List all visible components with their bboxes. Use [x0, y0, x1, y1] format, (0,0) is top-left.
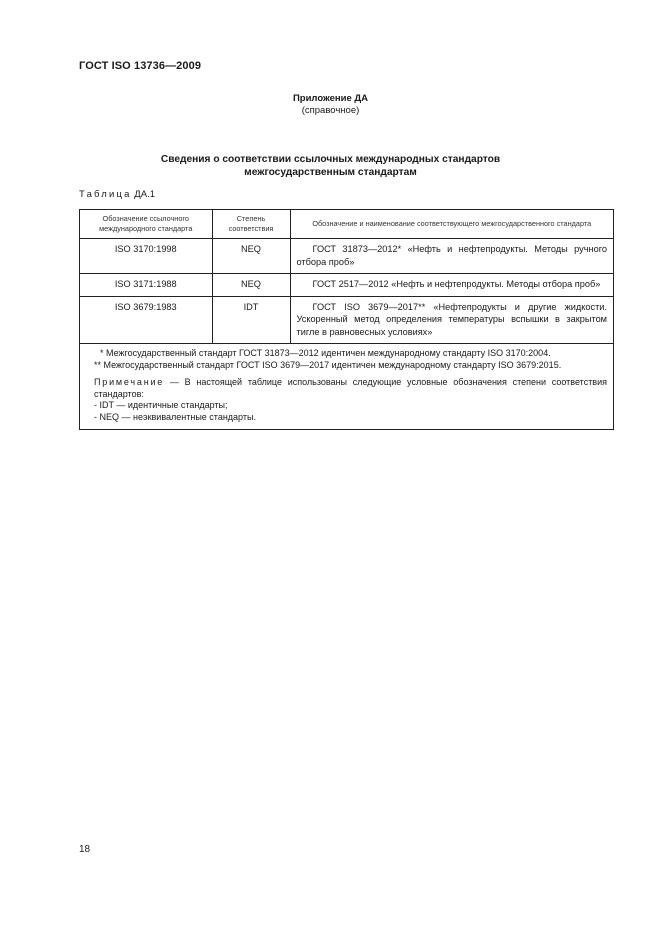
appendix-subtitle: (справочное)	[301, 105, 360, 116]
section-title-line-1: Сведения о соответствии ссылочных международных стандартов	[160, 154, 501, 165]
appendix-heading	[0, 93, 661, 117]
note-item-idt: - IDT — идентичные стандарты;	[94, 400, 228, 410]
header-interstate-standard: Обозначение и наименование соответствующего межгосударственного стандарта	[290, 210, 613, 239]
footnote-2: ** Межгосударственный стандарт ГОСТ ISO 3679—2017 идентичен международному стандарту ISO 3679:2015.	[94, 359, 562, 370]
cell-interstate-standard: ГОСТ 2517—2012 «Нефть и нефтепродукты. Методы отбора проб»	[290, 274, 613, 297]
table-caption-label: Таблица	[79, 189, 132, 200]
table-header-row	[80, 210, 613, 239]
section-title	[0, 153, 661, 179]
page-number: 18	[79, 844, 91, 855]
cell-ref-standard: ISO 3171:1988	[80, 274, 212, 297]
cell-interstate-standard: ГОСТ ISO 3679—2017** «Нефтепродукты и другие жидкости. Ускоренный метод определения температуры вспышки в закрытом тигле в равновесных условиях»	[290, 296, 613, 344]
correspondence-table	[79, 209, 614, 430]
cell-ref-standard: ISO 3170:1998	[80, 239, 212, 274]
table-grid	[80, 210, 613, 344]
table-row	[80, 239, 613, 274]
cell-degree: NEQ	[212, 239, 290, 274]
table-footnotes	[80, 344, 613, 429]
footnote-1: * Межгосударственный стандарт ГОСТ 31873—2012 идентичен международному стандарту ISO 3170:2004.	[100, 348, 551, 358]
table-caption-number: ДА.1	[134, 189, 155, 200]
cell-interstate-standard: ГОСТ 31873—2012* «Нефть и нефтепродукты. Методы ручного отбора проб»	[290, 239, 613, 274]
note-item-neq: - NEQ — неэквивалентные стандарты.	[94, 411, 256, 422]
note-label: Примечание	[94, 377, 165, 387]
section-title-line-2: межгосударственным стандартам	[244, 167, 417, 178]
cell-ref-standard: ISO 3679:1983	[80, 296, 212, 344]
table-row	[80, 296, 613, 344]
header-degree: Степень соответствия	[212, 210, 290, 239]
document-designation: ГОСТ ISO 13736—2009	[79, 60, 202, 72]
table-note	[86, 377, 607, 400]
table-caption	[79, 189, 155, 200]
table-row	[80, 274, 613, 297]
header-ref-standard: Обозначение ссылочного международного стандарта	[80, 210, 212, 239]
cell-degree: IDT	[212, 296, 290, 344]
note-text: — В настоящей таблице использованы следующие условные обозначения степени соответствия стандартов:	[94, 377, 607, 399]
appendix-title: Приложение ДА	[292, 93, 369, 104]
cell-degree: NEQ	[212, 274, 290, 297]
